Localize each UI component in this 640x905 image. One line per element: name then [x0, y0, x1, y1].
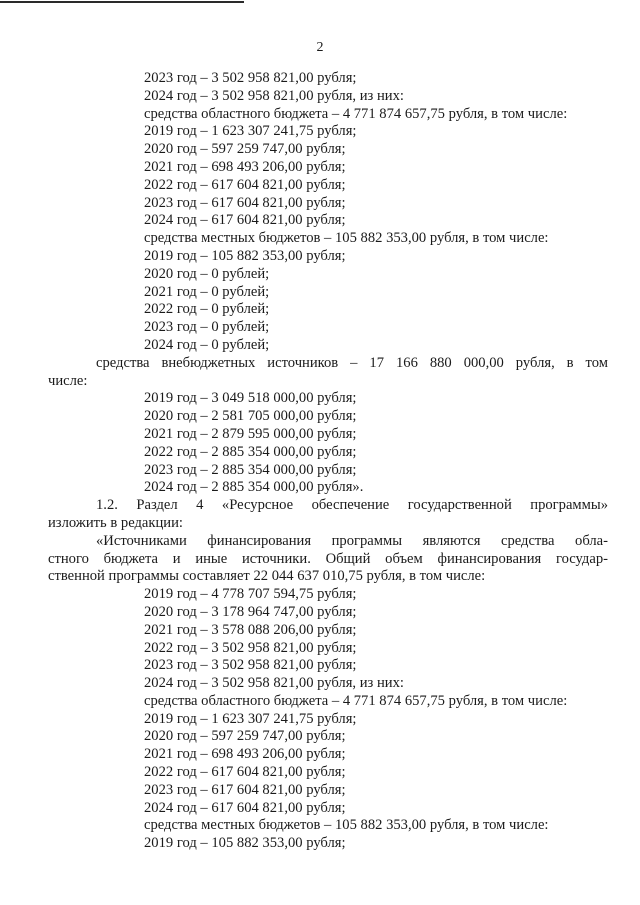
text-line: 2022 год – 0 рублей;	[144, 301, 270, 318]
text-line: 2024 год – 617 604 821,00 рубля;	[144, 212, 346, 229]
text-line: средства внебюджетных источников – 17 166 880 000,00 рубля, в том	[96, 354, 608, 371]
text-line: средства областного бюджета – 4 771 874 657,75 рубля, в том числе:	[144, 692, 568, 709]
text-line: 2021 год – 2 879 595 000,00 рубля;	[144, 425, 357, 442]
text-line: средства областного бюджета – 4 771 874 657,75 рубля, в том числе:	[144, 105, 568, 122]
text-line: 2019 год – 1 623 307 241,75 рубля;	[144, 710, 357, 727]
extra-budget-paragraph	[48, 355, 608, 391]
text-line: 2022 год – 617 604 821,00 рубля;	[144, 176, 346, 193]
text-line: 2019 год – 3 049 518 000,00 рубля;	[144, 390, 357, 407]
text-line: 2023 год – 617 604 821,00 рубля;	[144, 194, 346, 211]
text-line: 2023 год – 2 885 354 000,00 рубля;	[144, 461, 357, 478]
document-body	[48, 70, 608, 853]
text-line: 2020 год – 0 рублей;	[144, 265, 270, 282]
text-line: 2020 год – 2 581 705 000,00 рубля;	[144, 408, 357, 425]
text-line: средства местных бюджетов – 105 882 353,00 рубля, в том числе:	[144, 230, 549, 247]
quote-paragraph	[48, 533, 608, 586]
text-line: числе:	[48, 372, 88, 389]
text-line: 2019 год – 105 882 353,00 рубля;	[144, 247, 346, 264]
text-line: 2024 год – 617 604 821,00 рубля;	[144, 799, 346, 816]
text-line: 2020 год – 3 178 964 747,00 рубля;	[144, 603, 357, 620]
text-line: 2019 год – 105 882 353,00 рубля;	[144, 835, 346, 852]
text-line: 2022 год – 3 502 958 821,00 рубля;	[144, 639, 357, 656]
text-line: 1.2. Раздел 4 «Ресурсное обеспечение государственной программы»	[96, 497, 608, 514]
text-line: 2024 год – 0 рублей;	[144, 336, 270, 353]
text-line: 2022 год – 617 604 821,00 рубля;	[144, 764, 346, 781]
block-3	[96, 586, 608, 853]
text-line: стного бюджета и иные источники. Общий объем финансирования государ-	[48, 550, 608, 567]
text-line: 2023 год – 617 604 821,00 рубля;	[144, 781, 346, 798]
text-line: 2021 год – 698 493 206,00 рубля;	[144, 746, 346, 763]
text-line: 2020 год – 597 259 747,00 рубля;	[144, 141, 346, 158]
text-line: средства местных бюджетов – 105 882 353,00 рубля, в том числе:	[144, 817, 549, 834]
text-line: 2024 год – 3 502 958 821,00 рубля, из них:	[144, 675, 404, 692]
text-line: 2024 год – 2 885 354 000,00 рубля».	[144, 479, 364, 496]
text-line: 2023 год – 3 502 958 821,00 рубля;	[144, 70, 357, 86]
text-line: 2022 год – 2 885 354 000,00 рубля;	[144, 443, 357, 460]
text-line: 2023 год – 3 502 958 821,00 рубля;	[144, 657, 357, 674]
text-line: 2024 год – 3 502 958 821,00 рубля, из них:	[144, 87, 404, 104]
text-line: ственной программы составляет 22 044 637 010,75 рубля, в том числе:	[48, 568, 486, 585]
top-rule	[0, 1, 244, 3]
page-number: 2	[316, 40, 324, 55]
text-line: 2020 год – 597 259 747,00 рубля;	[144, 728, 346, 745]
text-line: «Источниками финансирования программы являются средства обла-	[96, 532, 608, 549]
text-line: 2021 год – 698 493 206,00 рубля;	[144, 158, 346, 175]
text-line: 2019 год – 1 623 307 241,75 рубля;	[144, 123, 357, 140]
text-line: 2023 год – 0 рублей;	[144, 319, 270, 336]
block-2	[96, 390, 608, 497]
text-line: 2021 год – 0 рублей;	[144, 283, 270, 300]
section-paragraph	[48, 497, 608, 533]
text-line: 2019 год – 4 778 707 594,75 рубля;	[144, 586, 357, 603]
text-line: 2021 год – 3 578 088 206,00 рубля;	[144, 621, 357, 638]
block-1	[96, 70, 608, 355]
text-line: изложить в редакции:	[48, 514, 183, 531]
